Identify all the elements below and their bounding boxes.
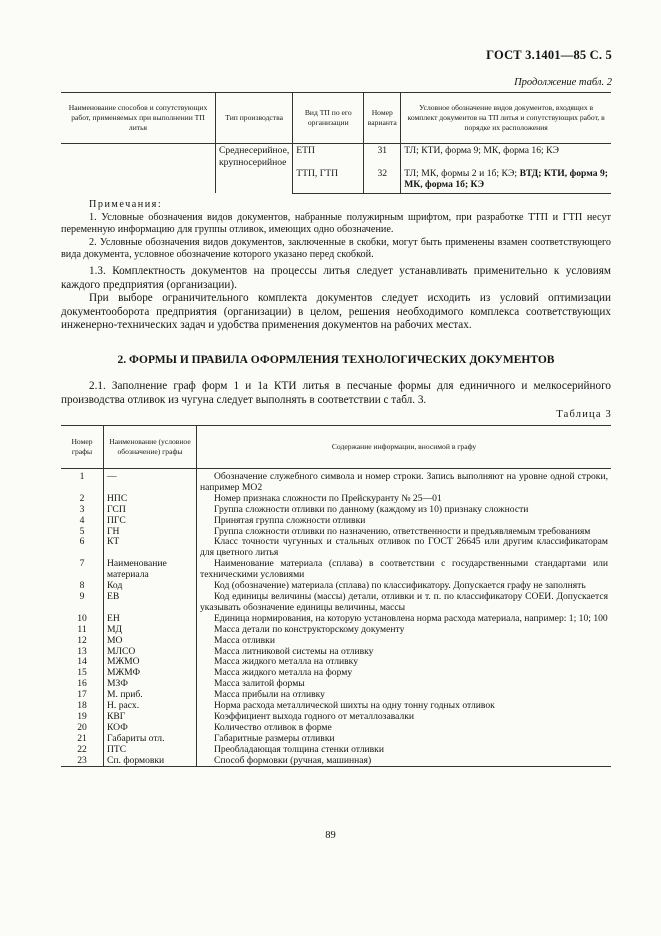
table3-cell-name: М. приб. <box>104 690 197 701</box>
table3-cell-number: 17 <box>61 690 104 701</box>
table3-cell-content: Класс точности чугунных и стальных отливок по ГОСТ 26645 или другим классификаторам для цветного литья <box>197 537 612 559</box>
table3-body <box>61 469 611 767</box>
table-row <box>61 625 611 636</box>
table3-cell-content: Принятая группа сложности отливки <box>197 516 612 527</box>
table3-cell-number: 3 <box>61 505 104 516</box>
table2-cell-docs <box>401 144 611 158</box>
table3-cell-name: МЖМО <box>104 657 197 668</box>
table3-cell-content: Код единицы величины (массы) детали, отливки и т. п. по классификатору СОЕИ. Допускается указывать обозначение единицы величины, массы <box>197 592 612 614</box>
table3-cell-content: Масса отливки <box>197 636 612 647</box>
table3-cell-content: Масса прибыли на отливку <box>197 690 612 701</box>
table3-cell-name: ПТС <box>104 745 197 756</box>
table2-header-row <box>61 93 611 144</box>
table-row <box>61 636 611 647</box>
table3-cell-name: МЛСО <box>104 647 197 658</box>
table-3 <box>61 425 611 767</box>
table2-header-tp-kind: Вид ТП по его организации <box>293 93 364 144</box>
table3-cell-content: Способ формовки (ручная, машинная) <box>197 756 612 767</box>
table3-cell-number: 15 <box>61 668 104 679</box>
table-row <box>61 144 611 158</box>
table3-cell-name: ЕН <box>104 614 197 625</box>
table2-cell-method <box>61 144 216 194</box>
table3-cell-name: МЗФ <box>104 679 197 690</box>
table2-cell-org: ТТП, ГТП <box>293 158 364 194</box>
table3-cell-name: Наименование материала <box>104 559 197 581</box>
table3-cell-number: 2 <box>61 494 104 505</box>
table3-cell-name: КОФ <box>104 723 197 734</box>
table3-cell-number: 14 <box>61 657 104 668</box>
table3-cell-number: 18 <box>61 701 104 712</box>
notes-title: Примечания: <box>89 199 163 210</box>
table3-cell-content: Габаритные размеры отливки <box>197 734 612 745</box>
table3-cell-content: Норма расхода металлической шихты на одну тонну годных отливок <box>197 701 612 712</box>
table2-cell-org: ЕТП <box>293 144 364 158</box>
table3-cell-content: Масса жидкого металла на отливку <box>197 657 612 668</box>
table3-cell-name: ПГС <box>104 516 197 527</box>
table3-cell-name: МД <box>104 625 197 636</box>
table3-cell-name: Н. расх. <box>104 701 197 712</box>
table3-cell-number: 23 <box>61 756 104 767</box>
table3-header-number: Номер графы <box>61 426 104 469</box>
table-row <box>61 505 611 516</box>
table2-docs-text: ТЛ; КТИ, форма 9; МК, форма 16; КЭ <box>404 145 559 156</box>
table-row <box>61 756 611 767</box>
table3-cell-content: Коэффициент выхода годного от металлозавалки <box>197 712 612 723</box>
table3-cell-number: 11 <box>61 625 104 636</box>
note-item: 1. Условные обозначения видов документов, набранные полужирным шрифтом, при разработке ТТП и ГТП несут переменную информацию для группы отливок, имеющих одно обозначение. <box>61 211 611 236</box>
table3-cell-name: Сп. формовки <box>104 756 197 767</box>
table3-cell-content: Обозначение служебного символа и номер строки. Запись выполняют на уровне одной строки, например МО2 <box>197 469 612 494</box>
table3-cell-number: 16 <box>61 679 104 690</box>
table-row <box>61 559 611 581</box>
table3-cell-number: 1 <box>61 469 104 494</box>
table-row <box>61 712 611 723</box>
table3-cell-number: 8 <box>61 581 104 592</box>
table2-header-variant: Номер варианта <box>364 93 401 144</box>
table3-header-row <box>61 426 611 469</box>
table2-cell-variant: 31 <box>364 144 401 158</box>
table3-cell-number: 13 <box>61 647 104 658</box>
table3-cell-number: 9 <box>61 592 104 614</box>
table2-continuation-label: Продолжение табл. 2 <box>514 77 612 88</box>
table3-cell-name: Код <box>104 581 197 592</box>
table-row <box>61 592 611 614</box>
table2-docs-bold-text: ВТД; КТИ, форма 9; МК, форма 1б; КЭ <box>404 167 608 190</box>
table2-cell-prod-type: Среднесерийное, крупносерийное <box>216 144 293 194</box>
table3-cell-number: 10 <box>61 614 104 625</box>
table3-cell-content: Масса литниковой системы на отливку <box>197 647 612 658</box>
table-2 <box>61 92 611 194</box>
table3-header-content: Содержание информации, вносимой в графу <box>197 426 612 469</box>
table3-header-name: Наименование (условное обозначение) графы <box>104 426 197 469</box>
table3-cell-content: Группа сложности отливки по назначению, ответственности и предъявляемым требованиям <box>197 527 612 538</box>
table2-header-documents: Условное обозначение видов документов, входящих в комплект документов на ТП литья и сопутствующих работ, в порядке их расположения <box>401 93 611 144</box>
table3-cell-name: ГН <box>104 527 197 538</box>
table3-cell-number: 19 <box>61 712 104 723</box>
table3-cell-name: — <box>104 469 197 494</box>
table3-cell-content: Код (обозначение) материала (сплава) по классификатору. Допускается графу не заполнять <box>197 581 612 592</box>
table3-cell-content: Группа сложности отливки по данному (каждому из 10) признаку сложности <box>197 505 612 516</box>
table-row <box>61 516 611 527</box>
table-row <box>61 469 611 494</box>
page-number: 89 <box>325 830 336 841</box>
table3-cell-number: 4 <box>61 516 104 527</box>
table3-label: Таблица 3 <box>556 409 612 420</box>
paragraph-selection: При выборе ограничительного комплекта документов следует исходить из условий оптимизации документооборота предприятия (организации) в целом, решения необходимого комплекса соответствующих инженерно-технических задач и удобства применения документов на рабочих местах. <box>61 292 611 332</box>
table3-cell-name: МЖМФ <box>104 668 197 679</box>
table2-header-method: Наименование способов и сопутствующих работ, применяемых при выполнении ТП литья <box>61 93 216 144</box>
table3-cell-content: Количество отливок в форме <box>197 723 612 734</box>
table3-cell-number: 20 <box>61 723 104 734</box>
table2-cell-variant: 32 <box>364 158 401 194</box>
table3-cell-number: 22 <box>61 745 104 756</box>
table3-cell-content: Преобладающая толщина стенки отливки <box>197 745 612 756</box>
table3-cell-content: Масса детали по конструкторскому документу <box>197 625 612 636</box>
paragraph-1-3: 1.3. Комплектность документов на процессы литья следует устанавливать применительно к условиям каждого предприятия (организации). <box>61 265 611 291</box>
table3-cell-number: 21 <box>61 734 104 745</box>
table3-cell-content: Масса залитой формы <box>197 679 612 690</box>
notes-block <box>61 199 611 262</box>
table2-cell-docs <box>401 158 611 194</box>
table-row <box>61 745 611 756</box>
table3-cell-name: НПС <box>104 494 197 505</box>
table3-cell-name: ЕВ <box>104 592 197 614</box>
table2-header-prod-type: Тип производства <box>216 93 293 144</box>
table-row <box>61 668 611 679</box>
table2-docs-text: ТЛ; МК, формы 2 и 1б; КЭ; <box>404 167 520 179</box>
note-item: 2. Условные обозначения видов документов, заключенные в скобки, могут быть применены взамен соответствующего вида документа, условное обозначение которого указано перед скобкой. <box>61 236 611 261</box>
table3-cell-number: 6 <box>61 537 104 559</box>
table3-cell-number: 12 <box>61 636 104 647</box>
table3-cell-content: Номер признака сложности по Прейскуранту № 25—01 <box>197 494 612 505</box>
page-header: ГОСТ 3.1401—85 С. 5 <box>486 48 612 62</box>
table-row <box>61 537 611 559</box>
table3-cell-name: КТ <box>104 537 197 559</box>
table3-cell-content: Наименование материала (сплава) в соответствии с государственными стандартами или техническими условиями <box>197 559 612 581</box>
table3-cell-number: 5 <box>61 527 104 538</box>
section-title: 2. ФОРМЫ И ПРАВИЛА ОФОРМЛЕНИЯ ТЕХНОЛОГИЧЕСКИХ ДОКУМЕНТОВ <box>117 354 555 366</box>
table3-cell-content: Единица нормирования, на которую установлена норма расхода материала, например: 1; 10; 100 <box>197 614 612 625</box>
table3-cell-name: КВГ <box>104 712 197 723</box>
table3-cell-content: Масса жидкого металла на форму <box>197 668 612 679</box>
table3-cell-number: 7 <box>61 559 104 581</box>
table3-cell-name: МО <box>104 636 197 647</box>
table3-cell-name: Габариты отл. <box>104 734 197 745</box>
paragraph-2-1: 2.1. Заполнение граф форм 1 и 1а КТИ литья в песчаные формы для единичного и мелкосерийного производства отливок из чугуна следует выполнять в соответствии с табл. 3. <box>61 380 611 406</box>
table3-cell-name: ГСП <box>104 505 197 516</box>
table-row <box>61 679 611 690</box>
